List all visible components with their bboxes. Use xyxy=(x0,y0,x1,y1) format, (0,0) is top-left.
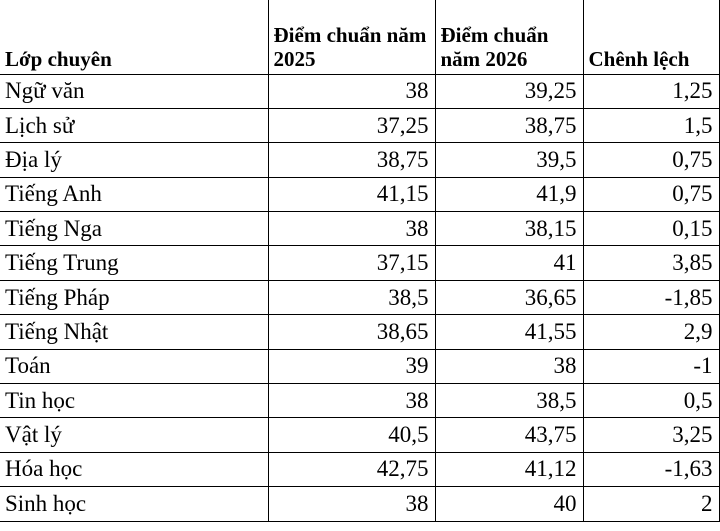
cell-score-2025: 39 xyxy=(268,349,435,383)
cell-difference: 2 xyxy=(583,487,719,521)
cell-difference: 0,75 xyxy=(583,177,719,211)
cell-difference: 3,85 xyxy=(583,246,719,280)
table-row xyxy=(0,418,719,452)
table-body xyxy=(0,74,719,521)
cell-score-2026: 38,75 xyxy=(435,108,583,142)
cell-score-2026: 41,12 xyxy=(435,452,583,486)
cell-score-2026: 41,9 xyxy=(435,177,583,211)
cell-score-2026: 41,55 xyxy=(435,315,583,349)
cell-score-2025: 41,15 xyxy=(268,177,435,211)
cell-score-2026: 36,65 xyxy=(435,280,583,314)
cell-difference: 0,5 xyxy=(583,384,719,418)
cell-difference: -1,85 xyxy=(583,280,719,314)
cell-difference: 3,25 xyxy=(583,418,719,452)
cell-subject: Lịch sử xyxy=(0,108,268,142)
cell-difference: 0,75 xyxy=(583,143,719,177)
cell-score-2026: 38,5 xyxy=(435,384,583,418)
table-row xyxy=(0,143,719,177)
cell-score-2025: 40,5 xyxy=(268,418,435,452)
table-row xyxy=(0,452,719,486)
cell-score-2026: 40 xyxy=(435,487,583,521)
table-row xyxy=(0,74,719,108)
table-row xyxy=(0,177,719,211)
cell-subject: Toán xyxy=(0,349,268,383)
table-header xyxy=(0,0,719,74)
cell-score-2025: 42,75 xyxy=(268,452,435,486)
cell-score-2025: 38 xyxy=(268,487,435,521)
cell-score-2025: 38 xyxy=(268,212,435,246)
table-row xyxy=(0,246,719,280)
cell-difference: -1 xyxy=(583,349,719,383)
header-row xyxy=(0,0,719,74)
cell-score-2026: 39,5 xyxy=(435,143,583,177)
cell-score-2026: 41 xyxy=(435,246,583,280)
cell-subject: Vật lý xyxy=(0,418,268,452)
cell-difference: 1,25 xyxy=(583,74,719,108)
cell-subject: Tiếng Nhật xyxy=(0,315,268,349)
cell-score-2025: 38 xyxy=(268,384,435,418)
cell-subject: Hóa học xyxy=(0,452,268,486)
cell-difference: -1,63 xyxy=(583,452,719,486)
header-subject: Lớp chuyên xyxy=(0,0,268,74)
cell-score-2025: 38 xyxy=(268,74,435,108)
cell-subject: Tiếng Trung xyxy=(0,246,268,280)
cell-score-2026: 38,15 xyxy=(435,212,583,246)
cell-score-2026: 39,25 xyxy=(435,74,583,108)
cell-subject: Tin học xyxy=(0,384,268,418)
cell-score-2025: 37,15 xyxy=(268,246,435,280)
cell-difference: 2,9 xyxy=(583,315,719,349)
cell-difference: 1,5 xyxy=(583,108,719,142)
header-score-2025: Điểm chuẩn năm 2025 xyxy=(268,0,435,74)
table-row xyxy=(0,212,719,246)
cell-subject: Ngữ văn xyxy=(0,74,268,108)
cell-subject: Tiếng Nga xyxy=(0,212,268,246)
cell-score-2026: 43,75 xyxy=(435,418,583,452)
cell-subject: Tiếng Anh xyxy=(0,177,268,211)
cell-subject: Địa lý xyxy=(0,143,268,177)
table-row xyxy=(0,108,719,142)
cell-score-2026: 38 xyxy=(435,349,583,383)
cell-subject: Sinh học xyxy=(0,487,268,521)
table-row xyxy=(0,349,719,383)
cell-score-2025: 38,5 xyxy=(268,280,435,314)
table-row xyxy=(0,487,719,521)
cell-score-2025: 38,65 xyxy=(268,315,435,349)
cell-score-2025: 37,25 xyxy=(268,108,435,142)
cell-subject: Tiếng Pháp xyxy=(0,280,268,314)
cell-score-2025: 38,75 xyxy=(268,143,435,177)
table-row xyxy=(0,384,719,418)
cell-difference: 0,15 xyxy=(583,212,719,246)
table-row xyxy=(0,315,719,349)
header-score-2026: Điểm chuẩn năm 2026 xyxy=(435,0,583,74)
header-difference: Chênh lệch xyxy=(583,0,719,74)
table-row xyxy=(0,280,719,314)
